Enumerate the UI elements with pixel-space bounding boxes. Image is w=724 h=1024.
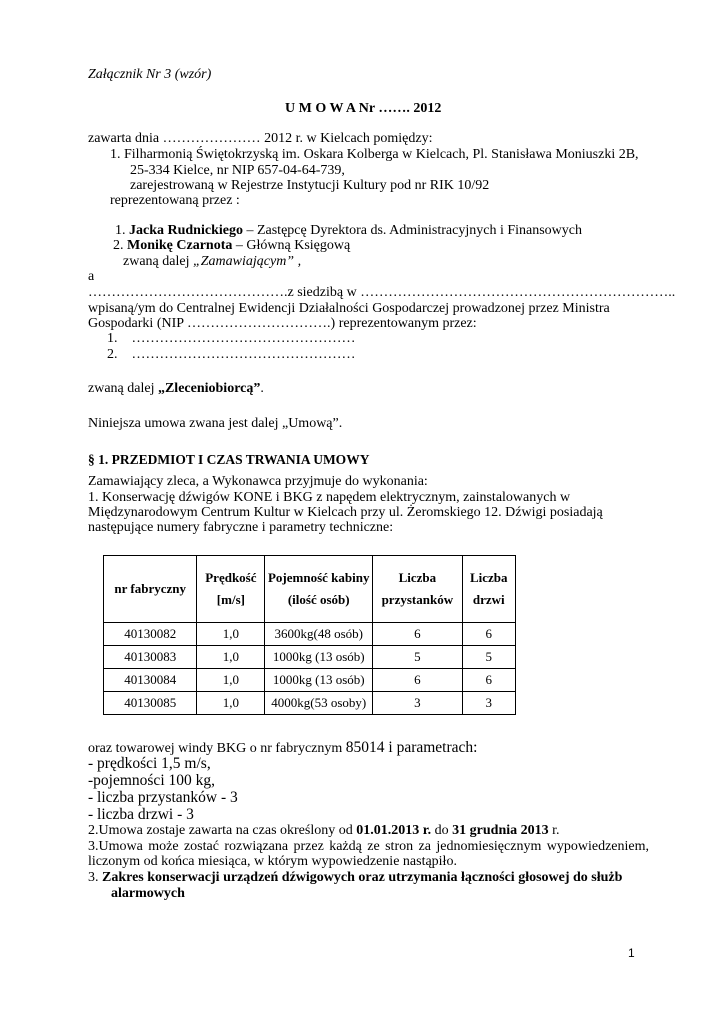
table-row	[104, 669, 516, 692]
alias-name: „Zamawiającym” ,	[192, 254, 302, 269]
rep1-role: – Zastępcę Dyrektora ds. Administracyjnych i Finansowych	[242, 223, 583, 238]
col-speed-line2: [m/s]	[216, 592, 245, 607]
contractor-alias	[88, 381, 264, 397]
col-speed	[197, 556, 265, 623]
cell-stops: 6	[373, 623, 462, 646]
col-capacity-line2: (ilość osób)	[287, 592, 350, 607]
scope-item-number: 3.	[88, 870, 102, 885]
col-stops	[373, 556, 462, 623]
contractor-rep1-number: 1.	[107, 331, 118, 346]
and-word: a	[88, 269, 95, 284]
term-item2	[88, 823, 560, 839]
cell-capacity: 4000kg(53 osoby)	[265, 692, 373, 715]
cell-serial: 40130082	[104, 623, 197, 646]
rep2-name: Monikę Czarnota	[127, 238, 233, 253]
rep2-number: 2.	[113, 238, 124, 253]
cell-doors: 6	[462, 669, 515, 692]
contractor-rep-1	[107, 331, 356, 347]
section1-item1-line3: następujące numery fabryczne i parametry techniczne:	[88, 520, 394, 535]
term-item3-line2: liczonym od końca miesiąca, w którym wypowiedzenie nastąpiło.	[88, 854, 457, 869]
col-speed-line1: Prędkość	[205, 570, 257, 585]
cell-capacity: 3600kg(48 osób)	[265, 623, 373, 646]
cell-speed: 1,0	[197, 623, 265, 646]
ordering-party-alias	[123, 254, 301, 270]
rep2-role: – Główną Księgową	[232, 238, 351, 253]
cell-serial: 40130084	[104, 669, 197, 692]
party1-line2: 25-334 Kielce, nr NIP 657-04-64-739,	[130, 163, 345, 178]
cell-capacity: 1000kg (13 osób)	[265, 646, 373, 669]
contractor-alias-name: „Zleceniobiorcą”	[157, 381, 261, 396]
term-item2-suffix: r.	[548, 823, 560, 838]
col-capacity	[265, 556, 373, 623]
section1-intro: Zamawiający zleca, a Wykonawca przyjmuje do wykonania:	[88, 474, 428, 489]
freight-doors: - liczba drzwi - 3	[88, 806, 194, 823]
col-serial: nr fabryczny	[104, 556, 197, 623]
representative-2	[113, 238, 350, 254]
alias-prefix: zwaną dalej	[123, 254, 193, 269]
agreement-alias: Niniejsza umowa zwana jest dalej „Umową”.	[88, 416, 343, 431]
rep1-name: Jacka Rudnickiego	[129, 223, 243, 238]
section1-heading: § 1. PRZEDMIOT I CZAS TRWANIA UMOWY	[88, 452, 370, 467]
elevator-specs-table	[103, 555, 516, 715]
cell-stops: 6	[373, 669, 462, 692]
representative-1	[115, 223, 582, 239]
cell-stops: 5	[373, 646, 462, 669]
contractor-seat-line: …………………………………….z siedzibą w …………………………………………………………..	[88, 285, 676, 300]
freight-prefix: oraz towarowej windy BKG o nr fabrycznym	[88, 741, 346, 756]
table-header-row	[104, 556, 516, 623]
page-number: 1	[628, 946, 635, 960]
cell-doors: 3	[462, 692, 515, 715]
table-row	[104, 692, 516, 715]
freight-stops: - liczba przystanków - 3	[88, 789, 238, 806]
cell-speed: 1,0	[197, 669, 265, 692]
term-item2-mid: do	[431, 823, 453, 838]
col-capacity-line1: Pojemność kabiny	[267, 570, 370, 585]
freight-speed: - prędkości 1,5 m/s,	[88, 755, 211, 772]
concluded-line: zawarta dnia ………………… 2012 r. w Kielcach pomiędzy:	[88, 131, 433, 146]
registration-line1: wpisaną/ym do Centralnej Ewidencji Działalności Gospodarczej prowadzonej przez Ministra	[88, 301, 610, 316]
registration-line2: Gospodarki (NIP ………………………….) reprezentowanym przez:	[88, 316, 477, 331]
col-doors-line2: drzwi	[472, 592, 505, 607]
contractor-rep2-blank: …………………………………………	[131, 347, 356, 362]
table-row	[104, 623, 516, 646]
contractor-rep2-number: 2.	[107, 347, 118, 362]
col-stops-line2: przystanków	[381, 592, 454, 607]
contractor-rep-2	[107, 347, 356, 363]
cell-serial: 40130083	[104, 646, 197, 669]
cell-stops: 3	[373, 692, 462, 715]
col-doors-line1: Liczba	[469, 570, 508, 585]
cell-serial: 40130085	[104, 692, 197, 715]
freight-serial-params: 85014 i parametrach:	[345, 739, 478, 756]
cell-capacity: 1000kg (13 osób)	[265, 669, 373, 692]
represented-by: reprezentowaną przez :	[110, 193, 240, 208]
term-item2-prefix: 2.Umowa zostaje zawarta na czas określony od	[88, 823, 357, 838]
attachment-label: Załącznik Nr 3 (wzór)	[88, 67, 212, 82]
table-row	[104, 646, 516, 669]
cell-speed: 1,0	[197, 646, 265, 669]
document-title: U M O W A Nr ……. 2012	[285, 101, 442, 116]
section1-item1-line1: 1. Konserwację dźwigów KONE i BKG z napędem elektrycznym, zainstalowanych w	[88, 490, 571, 505]
freight-capacity: -pojemności 100 kg,	[88, 772, 215, 789]
section1-item1-line2: Międzynarodowym Centrum Kultur w Kielcach przy ul. Żeromskiego 12. Dźwigi posiadają	[88, 505, 603, 520]
contractor-rep1-blank: …………………………………………	[131, 331, 356, 346]
scope-item	[88, 870, 622, 886]
party1-line3: zarejestrowaną w Rejestrze Instytucji Kultury pod nr RIK 10/92	[130, 178, 490, 193]
scope-item-line1: Zakres konserwacji urządzeń dźwigowych oraz utrzymania łączności głosowej do służb	[102, 870, 623, 885]
scope-item-line2: alarmowych	[111, 886, 185, 901]
col-doors	[462, 556, 515, 623]
contractor-alias-suffix: .	[260, 381, 264, 396]
cell-speed: 1,0	[197, 692, 265, 715]
contractor-alias-prefix: zwaną dalej	[88, 381, 158, 396]
cell-doors: 5	[462, 646, 515, 669]
rep1-number: 1.	[115, 223, 126, 238]
col-stops-line1: Liczba	[398, 570, 437, 585]
party1-line1: 1. Filharmonią Świętokrzyską im. Oskara Kolberga w Kielcach, Pl. Stanisława Moniuszki 2B,	[110, 147, 639, 162]
term-item3-line1: 3.Umowa może zostać rozwiązana przez każdą ze stron za jednomiesięcznym wypowiedzeniem,	[88, 839, 649, 854]
term-start-date: 01.01.2013 r.	[356, 823, 432, 838]
term-end-date: 31 grudnia 2013	[452, 823, 549, 838]
cell-doors: 6	[462, 623, 515, 646]
